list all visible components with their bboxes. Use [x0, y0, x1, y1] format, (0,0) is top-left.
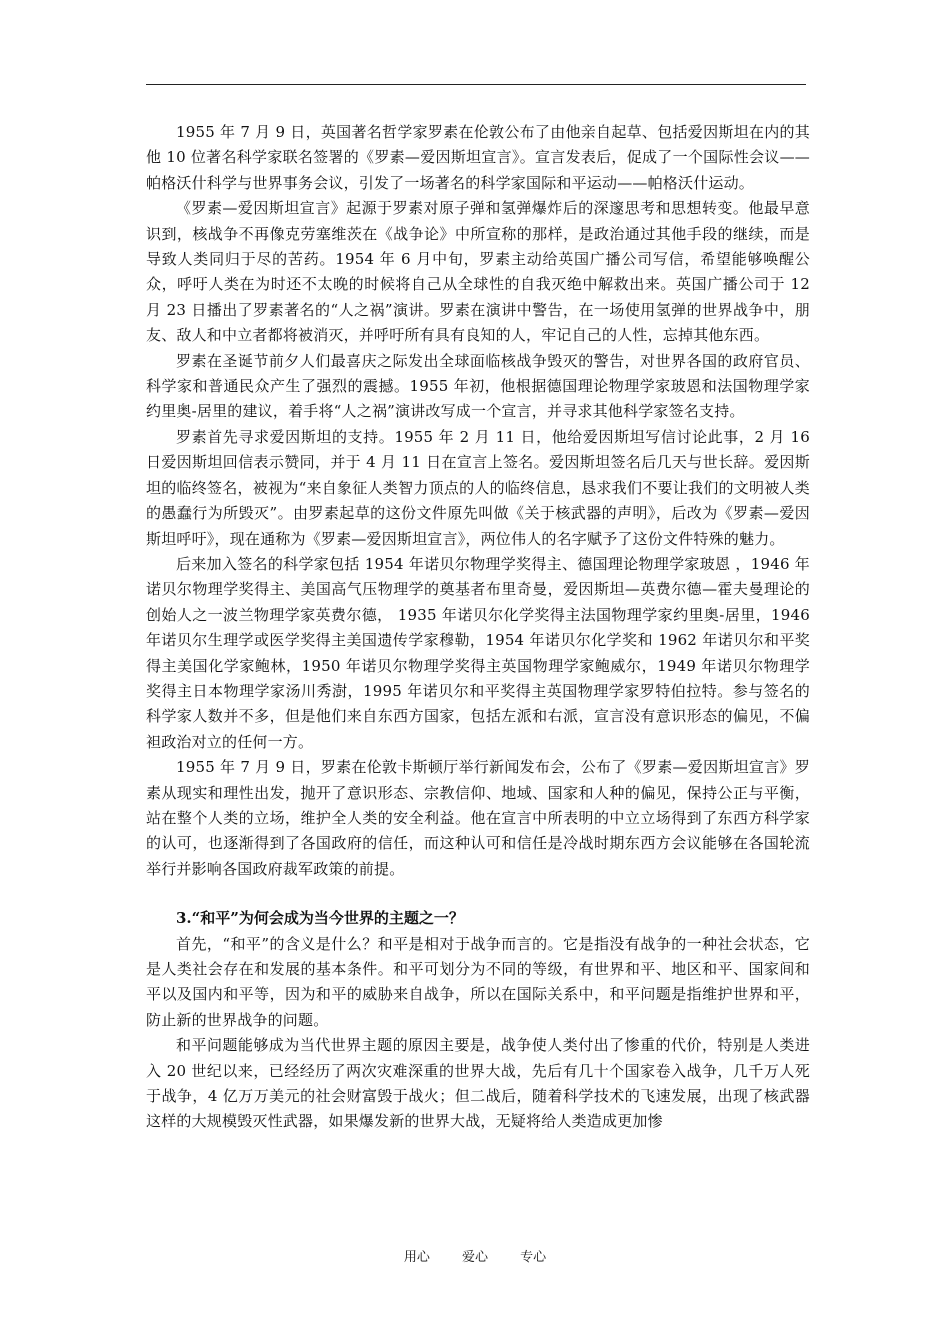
- paragraph: 1955 年 7 月 9 日，英国著名哲学家罗素在伦敦公布了由他亲自起草、包括爱因斯坦在内的其他 10 位著名科学家联名签署的《罗素—爱因斯坦宣言》。宣言发表后，促成了一个国际性会议——帕格沃什科学与世界事务会议，引发了一场著名的科学家国际和平运动——帕格沃什运动。: [146, 123, 810, 192]
- section-heading: 3.“和平”为何会成为当今世界的主题之一？: [176, 909, 464, 928]
- paragraph: 首先，“和平”的含义是什么？和平是相对于战争而言的。它是指没有战争的一种社会状态，它是人类社会存在和发展的基本条件。和平可划分为不同的等级，有世界和平、地区和平、国家间和平以及国内和平等，因为和平的威胁来自战争，所以在国际关系中，和平问题是指维护世界和平，防止新的世界战争的问题。: [146, 934, 810, 1029]
- paragraph: 后来加入签名的科学家包括 1954 年诺贝尔物理学奖得主、德国理论物理学家玻恩 ，1946 年诺贝尔物理学奖得主、美国高气压物理学的奠基者布里奇曼，爱因斯坦—英费尔德—霍夫曼理论的创始人之一波兰物理学家英费尔德， 1935 年诺贝尔化学奖得主法国物理学家约里奥-居里，1946 年诺贝尔生理学或医学奖得主美国遗传学家穆勒，1954 年诺贝尔化学奖和 1962 年诺贝尔和平奖得主美国化学家鲍林，1950 年诺贝尔物理学奖得主英国物理学家鲍威尔，1949 年诺贝尔物理学奖得主日本物理学家汤川秀澍，1995 年诺贝尔和平奖得主英国物理学家罗特伯拉特。参与签名的科学家人数并不多，但是他们来自东西方国家，包括左派和右派，宣言没有意识形态的偏见，不偏袒政治对立的任何一方。: [146, 554, 810, 751]
- paragraph: 《罗素—爱因斯坦宣言》起源于罗素对原子弹和氢弹爆炸后的深邃思考和思想转变。他最早意识到，核战争不再像克劳塞维茨在《战争论》中所宣称的那样，是政治通过其他手段的继续，而是导致人类同归于尽的苦药。1954 年 6 月中旬，罗素主动给英国广播公司写信，希望能够唤醒公众，呼吁人类在为时还不太晚的时候将自己从全球性的自我灭绝中解救出来。英国广播公司于 12 月 23 日播出了罗素著名的“人之祸”演讲。罗素在演讲中警告，在一场使用氢弹的世界战争中，朋友、敌人和中立者都将被消灭，并呼吁所有具有良知的人，牢记自己的人性，忘掉其他东西。: [146, 199, 810, 345]
- footer-text: 爱心: [461, 1250, 488, 1265]
- footer-text: 用心: [403, 1250, 430, 1265]
- page-footer: [0, 1246, 950, 1265]
- paragraph: 1955 年 7 月 9 日，罗素在伦敦卡斯顿厅举行新闻发布会，公布了《罗素—爱因斯坦宣言》罗素从现实和理性出发，抛开了意识形态、宗教信仰、地域、国家和人种的偏见，保持公正与平衡，站在整个人类的立场，维护全人类的安全利益。他在宣言中所表明的中立立场得到了东西方科学家的认可，也逐渐得到了各国政府的信任，而这种认可和信任是冷战时期东西方会议能够在各国轮流举行并影响各国政府裁军政策的前提。: [146, 758, 810, 878]
- footer-text: 专心: [520, 1250, 547, 1265]
- paragraph: 罗素首先寻求爱因斯坦的支持。1955 年 2 月 11 日，他给爱因斯坦写信讨论此事，2 月 16 日爱因斯坦回信表示赞同，并于 4 月 11 日在宣言上签名。爱因斯坦签名后几天与世长辞。爱因斯坦的临终签名，被视为“来自象征人类智力顶点的人的临终信息，恳求我们不要让我们的文明被人类的愚蠢行为所毁灭”。由罗素起草的这份文件原先叫做《关于核武器的声明》，后改为《罗素—爱因斯坦呼吁》，现在通称为《罗素—爱因斯坦宣言》，两位伟人的名字赋予了这份文件特殊的魅力。: [146, 427, 810, 548]
- header-rule: [146, 84, 806, 85]
- paragraph: 罗素在圣诞节前夕人们最喜庆之际发出全球面临核战争毁灭的警告，对世界各国的政府官员、科学家和普通民众产生了强烈的震撼。1955 年初，他根据德国理论物理学家玻恩和法国物理学家约里奥-居里的建议，着手将“人之祸”演讲改写成一个宣言，并寻求其他科学家签名支持。: [146, 351, 810, 421]
- paragraph: 和平问题能够成为当代世界主题的原因主要是，战争使人类付出了惨重的代价，特别是人类进入 20 世纪以来，已经经历了两次灾难深重的世界大战，先后有几十个国家卷入战争，几千万人死于战争，4 亿万万美元的社会财富毁于战火；但二战后，随着科学技术的飞速发展，出现了核武器这样的大规模毁灭性武器，如果爆发新的世界大战，无疑将给人类造成更加惨: [146, 1036, 810, 1131]
- document-body: [146, 120, 810, 1135]
